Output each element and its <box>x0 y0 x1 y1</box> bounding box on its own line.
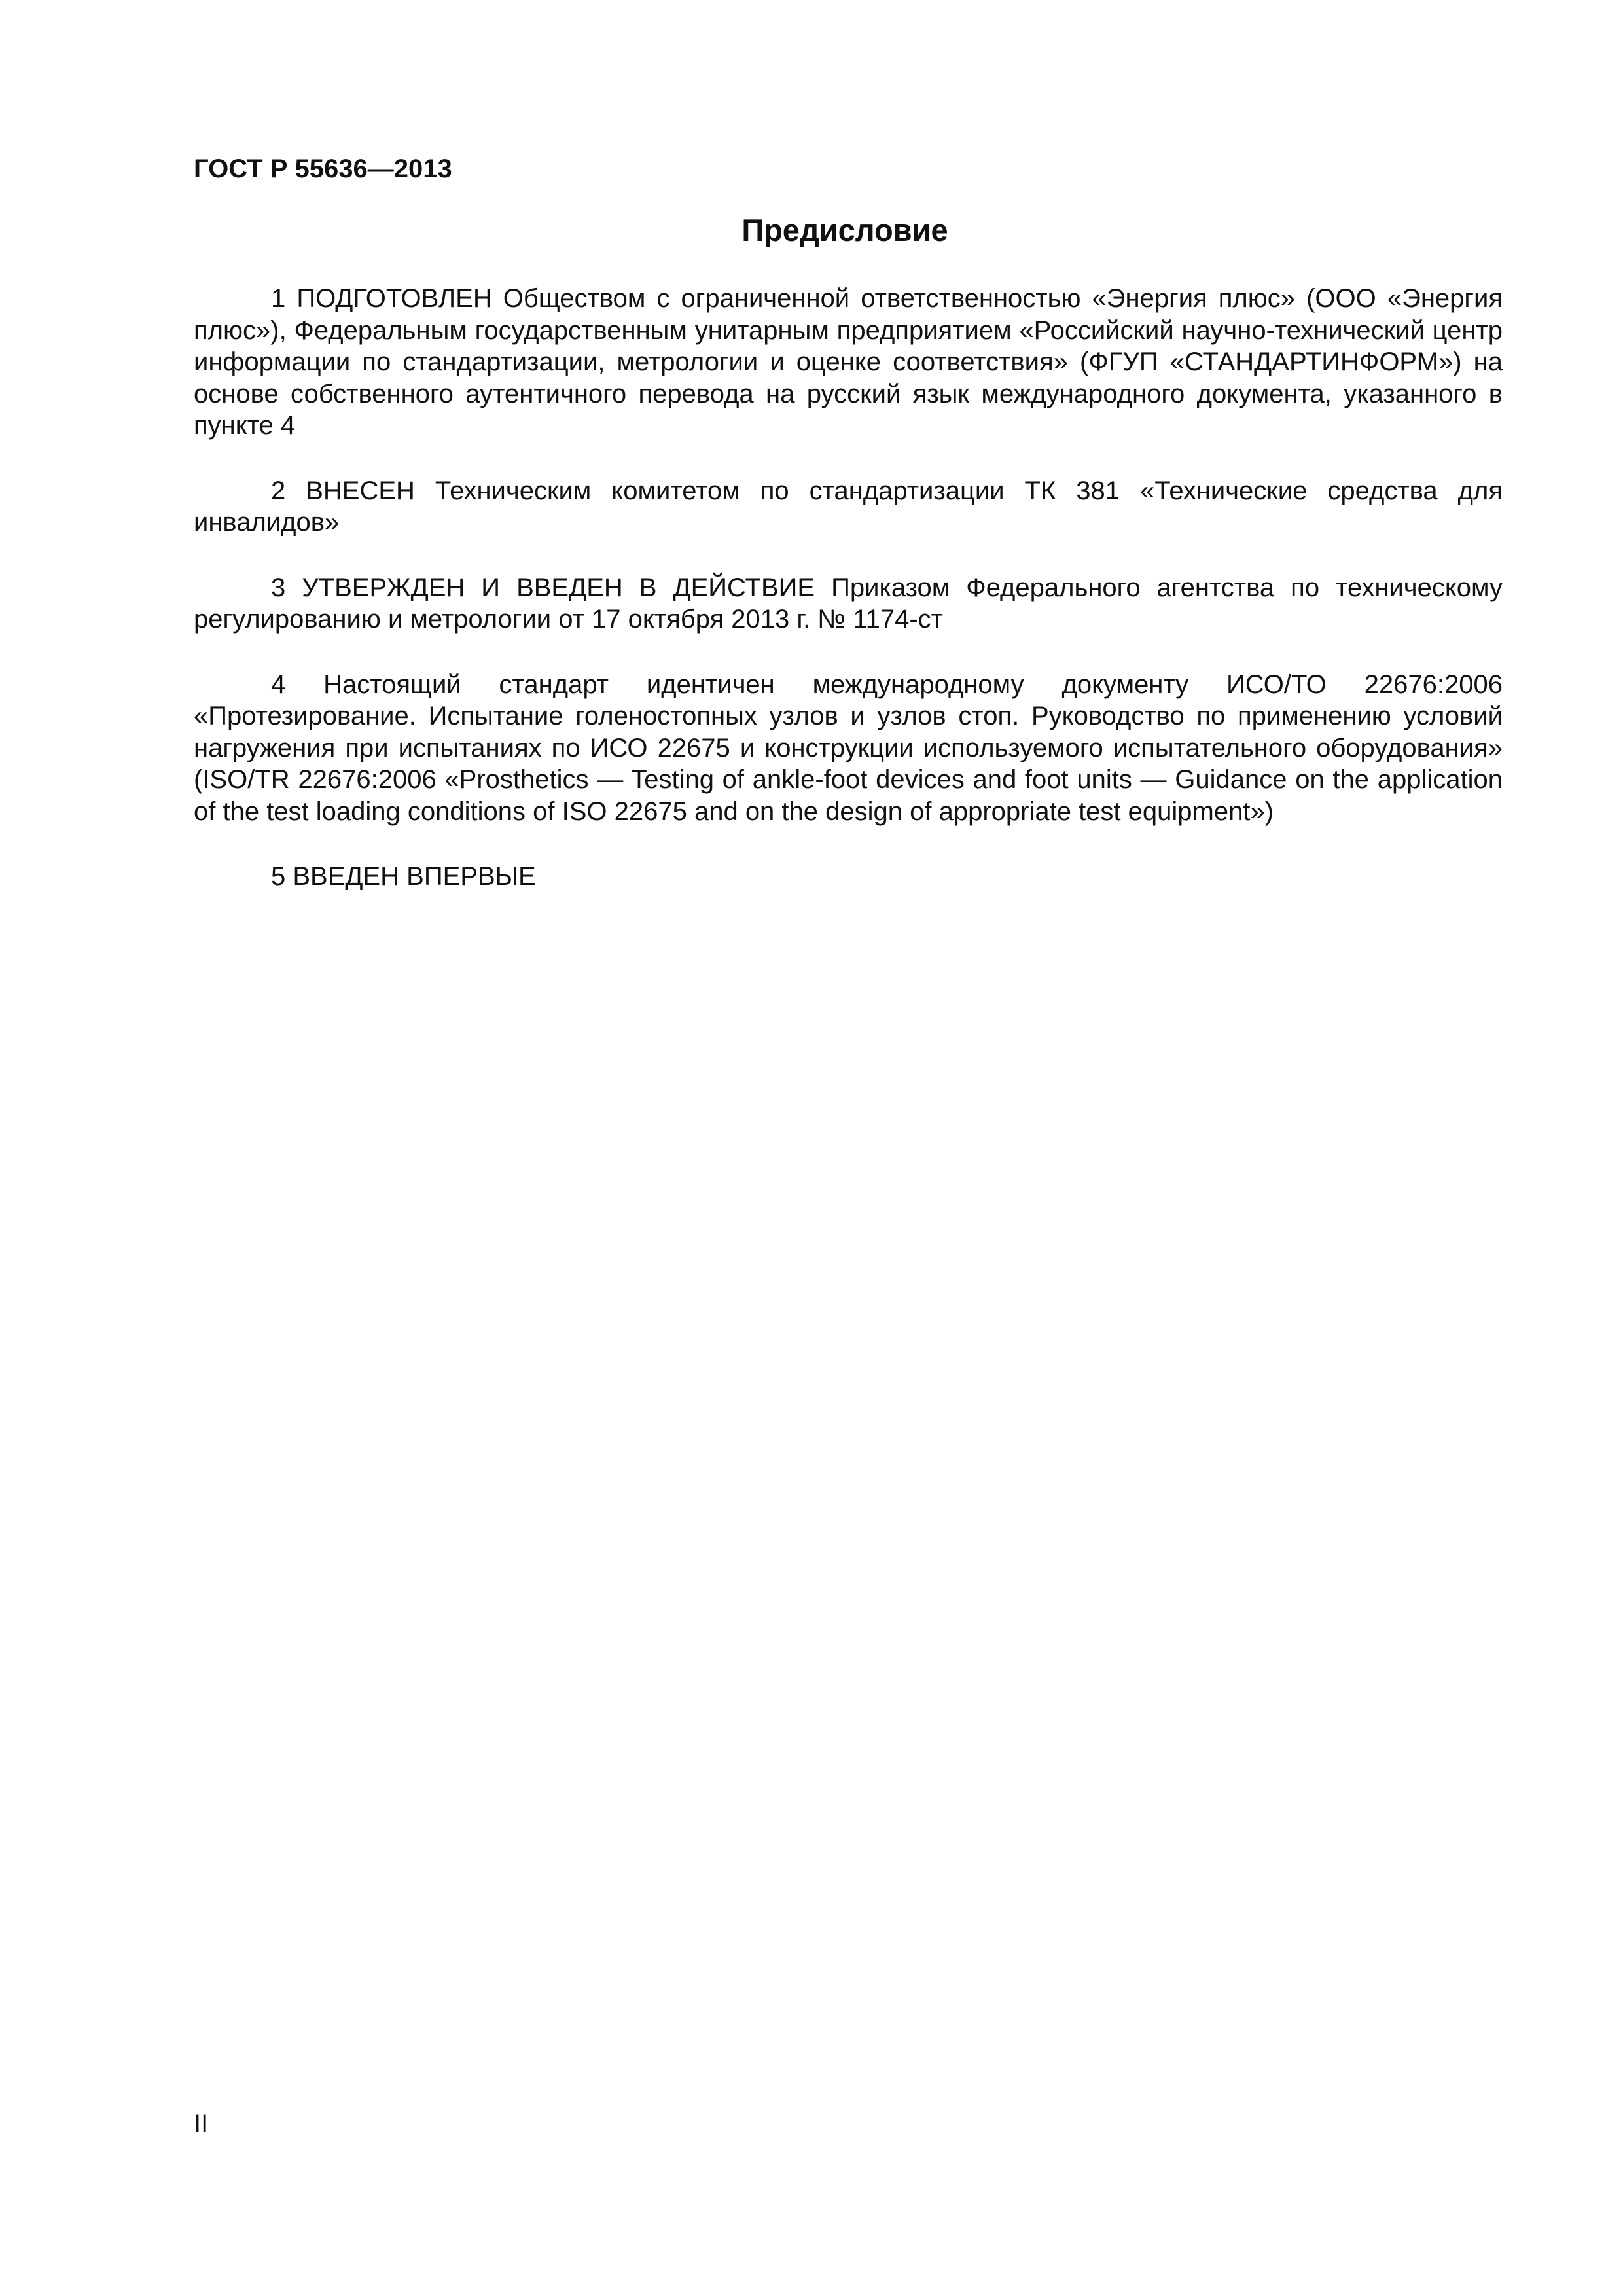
paragraph-first-introduced: 5 ВВЕДЕН ВПЕРВЫЕ <box>271 862 536 891</box>
paragraph-identical-standard: 4 Настоящий стандарт идентичен международному документу ИСО/ТО 22676:2006 «Протезирование. Испытание голеностопных узлов и узлов стоп. Руководство по применению условий нагружения при испытаниях по ИСО 22675 и конструкции используемого испытательного оборудования» (ISO/TR 22676:2006 «Prosthetics — Testing of ankle-foot devices and foot units — Guidance on the application of the test loading conditions of ISO 22675 and on the design of appropriate test equipment») <box>194 670 1503 826</box>
paragraph-prepared-by: 1 ПОДГОТОВЛЕН Обществом с ограниченной ответственностью «Энергия плюс» (ООО «Энергия плюс»), Федеральным государственным унитарным предприятием «Российский научно-технический центр информации по стандартизации, метрологии и оценке соответствия» (ФГУП «СТАНДАРТИНФОРМ») на основе собственного аутентичного перевода на русский язык международного документа, указанного в пункте 4 <box>194 284 1503 440</box>
paragraph-approved: 3 УТВЕРЖДЕН И ВВЕДЕН В ДЕЙСТВИЕ Приказом Федерального агентства по техническому регулированию и метрологии от 17 октября 2013 г. № 1174-ст <box>194 573 1503 634</box>
section-title: Предисловие <box>741 213 948 247</box>
foreword-body <box>194 283 1503 926</box>
document-code: ГОСТ Р 55636—2013 <box>194 154 452 183</box>
paragraph-introduced-by: 2 ВНЕСЕН Техническим комитетом по стандартизации ТК 381 «Технические средства для инвалидов» <box>194 476 1503 537</box>
page-number: II <box>194 2109 209 2138</box>
